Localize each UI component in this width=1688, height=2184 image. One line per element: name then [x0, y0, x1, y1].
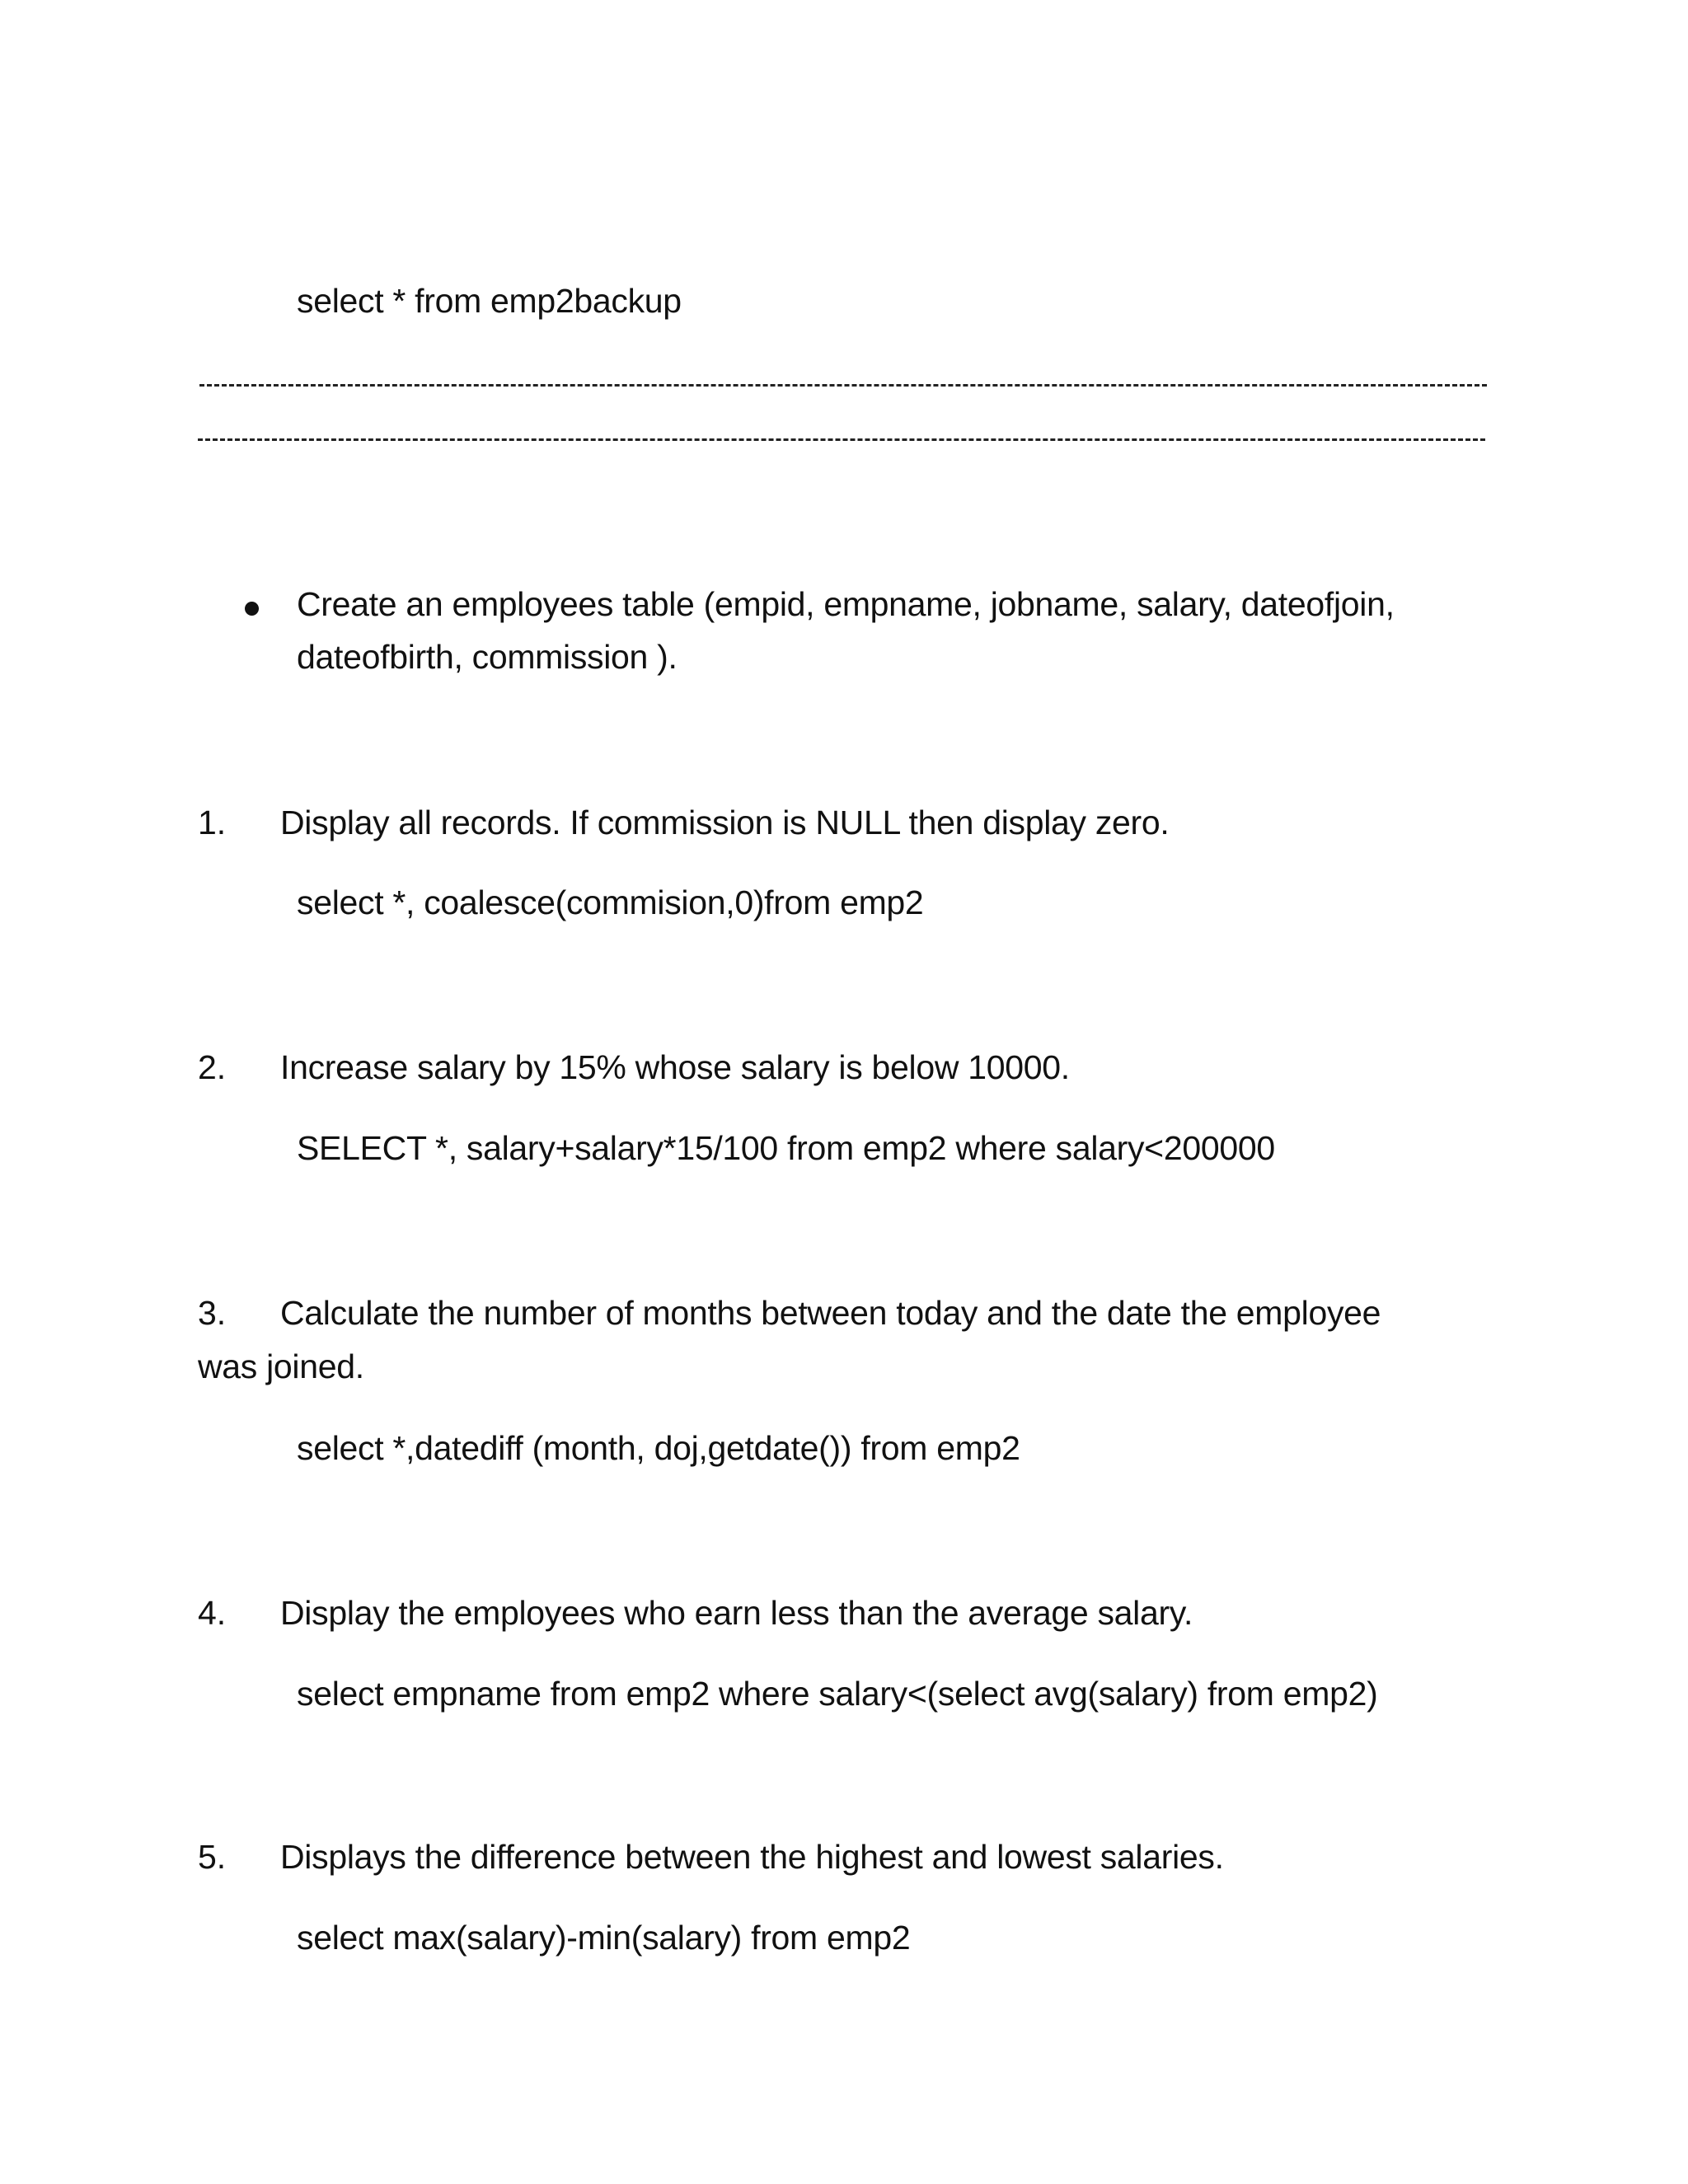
- separator-line-2: [198, 438, 1485, 441]
- question-text-1: Display all records. If commission is NULL then display zero.: [280, 804, 1170, 841]
- question-text-4: Display the employees who earn less than the average salary.: [280, 1594, 1193, 1632]
- answer-code-4: select empname from emp2 where salary<(select avg(salary) from emp2): [297, 1675, 1378, 1713]
- question-number-1: 1.: [198, 804, 227, 841]
- answer-code-3: select *,datediff (month, doj,getdate()) from emp2: [297, 1429, 1020, 1467]
- top-code-line: select * from emp2backup: [297, 282, 682, 320]
- question-number-4: 4.: [198, 1594, 227, 1632]
- question-text-2: Increase salary by 15% whose salary is below 10000.: [280, 1048, 1070, 1086]
- bullet-text-line-2: dateofbirth, commission ).: [297, 638, 678, 676]
- answer-code-5: select max(salary)-min(salary) from emp2: [297, 1919, 911, 1957]
- bullet-icon: [245, 602, 259, 616]
- question-number-3: 3.: [198, 1294, 227, 1332]
- question-number-5: 5.: [198, 1838, 227, 1876]
- bullet-text-line-1: Create an employees table (empid, empname, jobname, salary, dateofjoin,: [297, 585, 1395, 623]
- question-text-3: Calculate the number of months between today and the date the employee: [280, 1294, 1381, 1332]
- question-text-3-continued: was joined.: [198, 1347, 364, 1385]
- answer-code-1: select *, coalesce(commision,0)from emp2: [297, 883, 924, 921]
- answer-code-2: SELECT *, salary+salary*15/100 from emp2 where salary<200000: [297, 1129, 1275, 1167]
- question-number-2: 2.: [198, 1048, 227, 1086]
- separator-line-1: [199, 384, 1487, 387]
- question-text-5: Displays the difference between the highest and lowest salaries.: [280, 1838, 1224, 1876]
